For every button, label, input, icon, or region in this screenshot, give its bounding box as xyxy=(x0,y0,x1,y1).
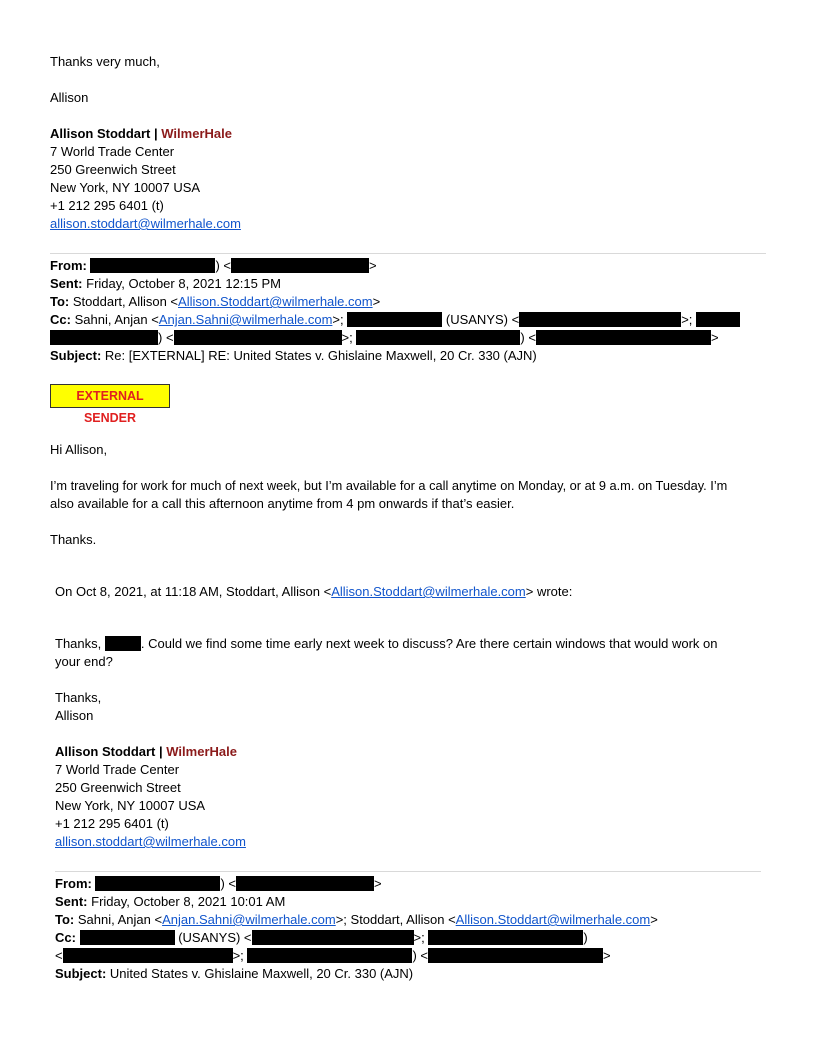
redaction xyxy=(252,930,414,945)
redaction xyxy=(428,948,603,963)
subject-line xyxy=(50,347,537,365)
subject-label-2: Subject: xyxy=(55,966,107,981)
redaction xyxy=(347,312,442,327)
redaction xyxy=(105,636,141,651)
signature-2-separator: | xyxy=(159,744,163,759)
signature-2-address-3: New York, NY 10007 USA xyxy=(55,798,206,813)
cc-email-link[interactable]: Anjan.Sahni@wilmerhale.com xyxy=(158,312,333,327)
quote-intro-wrote: > wrote: xyxy=(525,584,573,599)
divider-2 xyxy=(55,871,761,872)
to-email-link[interactable]: Allison.Stoddart@wilmerhale.com xyxy=(178,294,373,309)
redaction xyxy=(174,330,342,345)
redaction xyxy=(236,876,374,891)
cc-label-2: Cc: xyxy=(55,930,76,945)
signature-firm: WilmerHale xyxy=(161,126,232,141)
signature-2-name-line xyxy=(55,743,237,761)
sent-line-2 xyxy=(55,893,285,911)
from-line: From: ) < > xyxy=(50,258,377,273)
reply-thanks: Thanks. xyxy=(50,532,97,547)
cc-usanys-2: (USANYS) < xyxy=(178,930,252,945)
redaction xyxy=(231,258,369,273)
cc-name: Sahni, Anjan < xyxy=(74,312,159,327)
cc-separator: >; xyxy=(332,312,344,327)
sent-label: Sent: xyxy=(50,276,83,291)
redaction xyxy=(80,930,175,945)
closing-thanks: Thanks very much, xyxy=(50,54,160,69)
sent-line xyxy=(50,275,281,293)
to-name-2b: >; Stoddart, Allison < xyxy=(335,912,456,927)
from-line-2: From: ) < > xyxy=(55,876,382,891)
cc-line-2a: Cc: (USANYS) < >; ) xyxy=(55,930,588,945)
quote-body-line-2: your end? xyxy=(55,654,113,669)
signature-name-line xyxy=(50,125,232,143)
quote-body-line-1 xyxy=(55,635,717,653)
signature-2-address-1: 7 World Trade Center xyxy=(55,762,180,777)
signature-address-2: 250 Greenwich Street xyxy=(50,162,176,177)
signature-2-firm: WilmerHale xyxy=(166,744,237,759)
from-label: From: xyxy=(50,258,87,273)
signature-address-3: New York, NY 10007 USA xyxy=(50,180,201,195)
sent-label-2: Sent: xyxy=(55,894,88,909)
redaction xyxy=(428,930,583,945)
cc-line-1: Cc: Sahni, Anjan <Anjan.Sahni@wilmerhale.com>; (USANYS) < >; xyxy=(50,311,740,329)
cc-label: Cc: xyxy=(50,312,71,327)
sent-value: Friday, October 8, 2021 12:15 PM xyxy=(86,276,281,291)
signature-2-name: Allison Stoddart xyxy=(55,744,156,759)
redaction xyxy=(519,312,681,327)
cc-usanys: (USANYS) < xyxy=(445,312,520,327)
cc-line-2: ) < >; ) < > xyxy=(50,329,719,347)
to-name-2a: Sahni, Anjan < xyxy=(77,912,163,927)
to-line xyxy=(50,293,380,311)
redaction xyxy=(50,330,158,345)
quote-intro-text: On Oct 8, 2021, at 11:18 AM, Stoddart, Allison < xyxy=(55,584,332,599)
signature-separator: | xyxy=(154,126,158,141)
redaction xyxy=(247,948,412,963)
sent-value-2: Friday, October 8, 2021 10:01 AM xyxy=(91,894,286,909)
quote-thanks: Thanks, xyxy=(55,690,102,705)
to-label-2: To: xyxy=(55,912,75,927)
signature-phone: +1 212 295 6401 (t) xyxy=(50,198,164,213)
to-line-2 xyxy=(55,911,658,929)
quote-name: Allison xyxy=(55,708,94,723)
quote-intro-email-link[interactable]: Allison.Stoddart@wilmerhale.com xyxy=(331,584,526,599)
cc-line-2b: < >; ) < > xyxy=(55,948,611,963)
subject-value-2: United States v. Ghislaine Maxwell, 20 Cr. 330 (AJN) xyxy=(109,966,414,981)
external-sender-badge: EXTERNAL SENDER xyxy=(50,384,170,408)
redaction xyxy=(356,330,520,345)
redaction xyxy=(95,876,220,891)
divider xyxy=(50,253,766,254)
from-label-2: From: xyxy=(55,876,92,891)
to-end-2: > xyxy=(650,912,658,927)
to-end: > xyxy=(372,294,381,309)
quote-thanks-text: Thanks, xyxy=(55,636,102,651)
signature-2-email-link[interactable]: allison.stoddart@wilmerhale.com xyxy=(55,834,246,849)
signature-email-link[interactable]: allison.stoddart@wilmerhale.com xyxy=(50,216,241,231)
redaction xyxy=(63,948,233,963)
to-email-link-2a[interactable]: Anjan.Sahni@wilmerhale.com xyxy=(162,912,336,927)
closing-name: Allison xyxy=(50,90,89,105)
subject-value: Re: [EXTERNAL] RE: United States v. Ghislaine Maxwell, 20 Cr. 330 (AJN) xyxy=(104,348,537,363)
to-name: Stoddart, Allison < xyxy=(72,294,179,309)
to-email-link-2b[interactable]: Allison.Stoddart@wilmerhale.com xyxy=(455,912,651,927)
subject-label: Subject: xyxy=(50,348,102,363)
redaction xyxy=(90,258,215,273)
quote-intro xyxy=(55,583,572,601)
redaction xyxy=(696,312,740,327)
signature-2-phone: +1 212 295 6401 (t) xyxy=(55,816,169,831)
reply-paragraph-1: I’m traveling for work for much of next week, but I’m available for a call anytime on Monday, or at 9 a.m. on Tuesday. I’m xyxy=(50,478,728,493)
signature-name: Allison Stoddart xyxy=(50,126,151,141)
redaction xyxy=(536,330,711,345)
subject-line-2 xyxy=(55,965,413,983)
quote-body-text: . Could we find some time early next week to discuss? Are there certain windows that would work on xyxy=(140,636,718,651)
signature-2-address-2: 250 Greenwich Street xyxy=(55,780,181,795)
to-label: To: xyxy=(50,294,70,309)
reply-paragraph-2: also available for a call this afternoon anytime from 4 pm onwards if that’s easier. xyxy=(50,496,515,511)
reply-greeting: Hi Allison, xyxy=(50,442,108,457)
signature-address-1: 7 World Trade Center xyxy=(50,144,175,159)
